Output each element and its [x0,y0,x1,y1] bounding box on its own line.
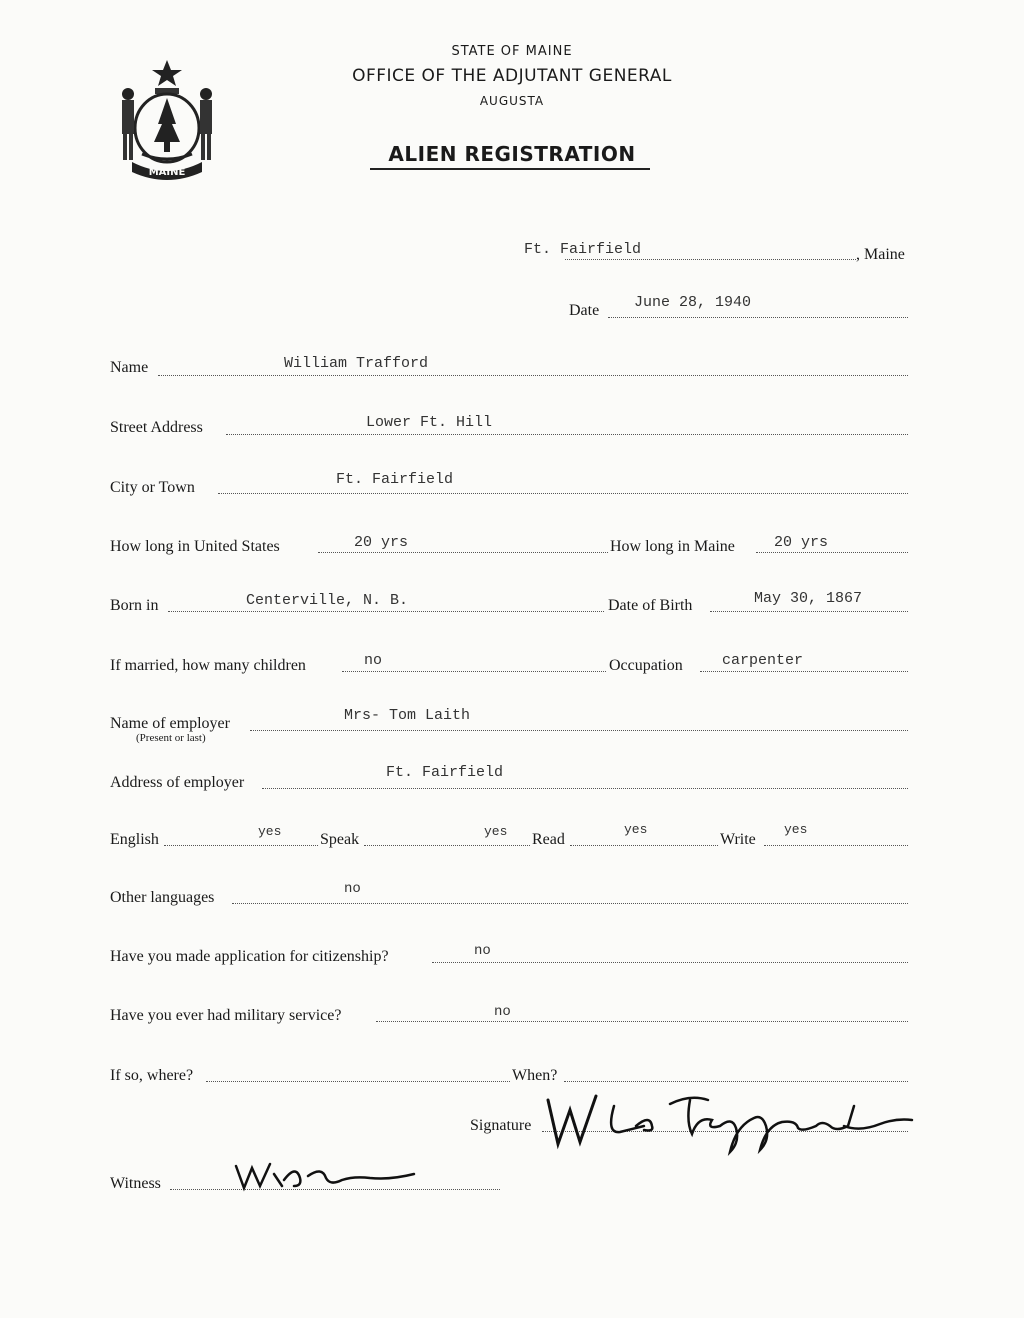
where-label: If so, where? [110,1067,194,1084]
read-label: Read [532,831,565,848]
name-value: William Trafford [284,355,429,372]
signature-text: W. L. Trafford [540,1086,546,1087]
city-value: Ft. Fairfield [336,471,454,488]
other-languages-value: no [344,881,361,897]
speak-value: yes [484,824,508,839]
page-title: ALIEN REGISTRATION [388,142,636,166]
us-time-label: How long in United States [110,538,280,555]
street-address-value: Lower Ft. Hill [366,414,493,431]
place-value: Ft. Fairfield [524,241,642,258]
born-label: Born in [110,597,159,614]
employer-sublabel: (Present or last) [136,732,206,744]
place-suffix: , Maine [856,246,905,263]
signature-label: Signature [470,1117,532,1134]
read-value: yes [624,822,648,837]
street-address-label: Street Address [110,419,203,436]
write-label: Write [720,831,756,848]
date-label: Date [569,302,600,319]
employer-value: Mrs- Tom Laith [344,707,471,724]
occupation-label: Occupation [609,657,683,674]
write-value: yes [784,822,808,837]
date-value: June 28, 1940 [634,294,752,311]
employer-label: Name of employer [110,715,230,732]
dob-label: Date of Birth [608,597,693,614]
military-value: no [494,1004,511,1020]
employer-address-value: Ft. Fairfield [386,764,504,781]
maine-time-value: 20 yrs [774,534,829,551]
dob-value: May 30, 1867 [754,590,863,607]
title-underline [370,168,650,170]
english-value: yes [258,824,282,839]
seal-banner-text: MAINE [148,167,186,178]
signature-image [540,1086,920,1156]
state-heading: STATE OF MAINE [451,44,573,59]
citizenship-value: no [474,943,491,959]
witness-signature-image [230,1156,430,1196]
office-heading: OFFICE OF THE ADJUTANT GENERAL [352,66,672,86]
maine-state-seal-icon [112,56,222,182]
speak-label: Speak [320,831,360,848]
other-languages-label: Other languages [110,889,215,906]
occupation-value: carpenter [722,652,804,669]
city-heading: AUGUSTA [479,94,545,108]
witness-label: Witness [110,1175,161,1192]
maine-time-label: How long in Maine [610,538,735,555]
military-label: Have you ever had military service? [110,1007,342,1024]
witness-text: W. B. Ham [230,1156,235,1157]
english-label: English [110,831,159,848]
name-label: Name [110,359,149,376]
city-label: City or Town [110,479,195,496]
citizenship-label: Have you made application for citizenship? [110,948,389,965]
children-label: If married, how many children [110,657,306,674]
born-value: Centerville, N. B. [246,592,409,609]
when-label: When? [512,1067,558,1084]
us-time-value: 20 yrs [354,534,409,551]
children-value: no [364,652,383,669]
employer-address-label: Address of employer [110,774,245,791]
